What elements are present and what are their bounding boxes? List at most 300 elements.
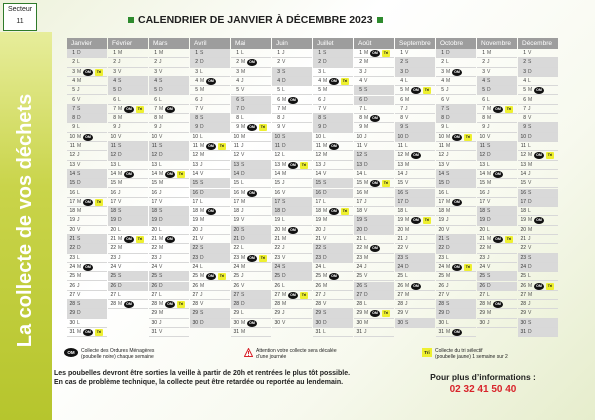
day-number: 7 [318, 105, 321, 112]
day-cell [108, 142, 148, 151]
day-number: 14 [233, 170, 239, 177]
day-cell [313, 123, 353, 132]
day-letter: J [364, 329, 367, 335]
day-cell [436, 244, 476, 253]
day-letter: V [405, 115, 409, 122]
day-number: 22 [69, 245, 75, 252]
day-number: 30 [438, 319, 444, 326]
tri-bin-icon: Tri [547, 283, 553, 288]
day-letter: J [159, 254, 162, 261]
day-cell [108, 207, 148, 216]
day-letter: M [241, 133, 246, 140]
day-cell [313, 179, 353, 188]
day-cell [190, 309, 230, 318]
day-letter: M [528, 87, 533, 94]
day-cell [518, 77, 558, 86]
day-number: 15 [438, 180, 444, 187]
day-letter: L [364, 170, 367, 177]
day-letter: L [241, 50, 244, 56]
day-cell [108, 105, 148, 114]
tri-bin-icon: Tri [96, 199, 102, 204]
day-number: 30 [315, 319, 321, 326]
day-number: 3 [236, 68, 239, 75]
day-letter: S [323, 50, 327, 56]
day-number: 28 [274, 301, 280, 308]
day-cell [149, 123, 189, 132]
day-number: 26 [438, 282, 444, 289]
om-bin-icon: OM [83, 199, 93, 206]
day-number: 18 [110, 208, 116, 215]
day-letter: S [241, 161, 245, 168]
day-letter: V [364, 77, 368, 84]
om-bin-icon: OM [288, 227, 298, 234]
day-letter: L [446, 254, 449, 261]
day-letter: D [446, 310, 450, 317]
day-number: 10 [192, 133, 198, 140]
day-cell [436, 179, 476, 188]
tri-bin-icon: Tri [260, 125, 266, 130]
day-cell [395, 207, 435, 216]
day-letter: M [241, 254, 246, 261]
day-cell [477, 198, 517, 207]
day-letter: V [241, 152, 245, 159]
day-letter: M [528, 226, 533, 233]
day-cell [149, 309, 189, 318]
day-number: 18 [69, 208, 75, 215]
day-number: 14 [315, 170, 321, 177]
day-number: 11 [274, 143, 280, 149]
day-number: 3 [318, 68, 321, 75]
day-cell [436, 86, 476, 95]
day-cell [313, 328, 353, 337]
day-cell [108, 96, 148, 105]
day-number: 25 [356, 273, 362, 280]
om-bin-icon: OM [329, 208, 339, 215]
day-number: 9 [359, 124, 362, 131]
day-number: 26 [274, 282, 280, 289]
day-number: 25 [438, 273, 444, 280]
day-cell [436, 170, 476, 179]
day-cell [108, 77, 148, 86]
day-letter: L [405, 77, 408, 84]
day-cell [108, 114, 148, 123]
om-bin-icon: OM [247, 124, 257, 131]
day-number: 12 [110, 152, 116, 159]
day-cell [436, 216, 476, 225]
day-number: 22 [520, 245, 526, 252]
day-number: 30 [397, 319, 403, 326]
day-letter: D [446, 115, 450, 122]
day-letter: M [159, 236, 164, 242]
day-cell [436, 58, 476, 67]
day-cell [108, 161, 148, 170]
day-number: 18 [438, 208, 444, 215]
day-number: 17 [520, 198, 526, 205]
day-letter: V [323, 236, 327, 242]
day-number: 20 [233, 226, 239, 233]
om-bin-icon: OM [247, 59, 257, 66]
day-number: 7 [359, 105, 362, 112]
day-number: 22 [233, 245, 239, 252]
day-number: 15 [110, 180, 116, 187]
day-number: 9 [154, 124, 157, 131]
day-cell [231, 235, 271, 244]
day-cell [395, 254, 435, 263]
day-cell [67, 49, 107, 58]
day-number: 5 [195, 87, 198, 94]
contact-phone[interactable]: 02 32 41 50 40 [449, 384, 517, 395]
day-cell [149, 86, 189, 95]
day-cell [231, 291, 271, 300]
day-cell [395, 300, 435, 309]
day-number: 25 [315, 273, 321, 280]
tri-bin-icon: Tri [383, 51, 389, 55]
day-letter: S [323, 115, 327, 122]
day-cell [477, 151, 517, 160]
calendar-grid [67, 38, 559, 344]
day-cell [477, 114, 517, 123]
tri-bin-icon: Tri [465, 134, 471, 139]
day-letter: S [323, 310, 327, 317]
day-letter: V [364, 273, 368, 280]
day-cell [354, 86, 394, 95]
day-number: 26 [192, 282, 198, 289]
day-cell [190, 263, 230, 272]
day-number: 4 [359, 77, 362, 84]
day-cell [190, 189, 230, 198]
day-number: 28 [315, 301, 321, 308]
month-header: Mars [149, 38, 189, 49]
day-letter: M [323, 217, 328, 224]
day-number: 13 [397, 161, 403, 168]
day-cell [67, 319, 107, 328]
day-number: 31 [438, 329, 444, 335]
day-number: 25 [233, 273, 239, 280]
day-cell [149, 272, 189, 281]
day-cell [190, 142, 230, 151]
day-cell [231, 319, 271, 328]
day-number: 23 [520, 254, 526, 261]
title-square-icon [128, 17, 134, 23]
day-cell [395, 49, 435, 58]
day-number: 6 [154, 96, 157, 103]
day-cell [108, 189, 148, 198]
day-letter: J [77, 217, 80, 224]
day-number: 28 [110, 301, 116, 308]
day-letter: M [159, 245, 164, 252]
day-cell [231, 179, 271, 188]
day-letter: D [323, 254, 327, 261]
day-letter: J [159, 59, 162, 66]
day-cell [518, 86, 558, 95]
day-cell [149, 58, 189, 67]
day-letter: D [77, 180, 81, 187]
day-letter: S [77, 301, 81, 308]
day-cell [149, 133, 189, 142]
day-cell [108, 226, 148, 235]
day-letter: L [200, 263, 203, 270]
day-number: 18 [356, 208, 362, 215]
sector-box [3, 3, 37, 31]
day-number: 8 [113, 115, 116, 122]
day-cell [67, 226, 107, 235]
day-number: 10 [438, 133, 444, 140]
day-letter: D [487, 87, 491, 94]
day-letter: D [241, 170, 245, 177]
day-letter: L [159, 291, 162, 298]
day-number: 20 [151, 226, 157, 233]
day-letter: D [77, 245, 81, 252]
day-number: 2 [482, 59, 485, 66]
day-letter: S [364, 87, 368, 94]
day-letter: J [323, 291, 326, 298]
day-cell [149, 263, 189, 272]
day-number: 22 [315, 245, 321, 252]
om-bin-icon: OM [452, 199, 462, 206]
day-cell [190, 170, 230, 179]
om-bin-icon: OM [329, 143, 339, 150]
day-letter: S [364, 282, 368, 289]
day-letter: S [487, 143, 491, 149]
day-number: 18 [315, 208, 321, 215]
day-cell [354, 49, 394, 58]
day-letter: D [487, 217, 491, 224]
day-number: 6 [523, 96, 526, 103]
day-number: 8 [400, 115, 403, 122]
day-cell [190, 235, 230, 244]
day-letter: M [528, 96, 533, 103]
day-cell [190, 319, 230, 328]
day-number: 21 [315, 236, 321, 242]
day-number: 12 [397, 152, 403, 159]
day-letter: S [282, 198, 286, 205]
day-letter: V [364, 143, 368, 149]
day-number: 30 [520, 319, 526, 326]
day-number: 18 [479, 208, 485, 215]
day-cell [518, 58, 558, 67]
day-cell [67, 105, 107, 114]
day-number: 14 [356, 170, 362, 177]
day-number: 13 [69, 161, 75, 168]
day-number: 3 [113, 68, 116, 75]
day-cell [395, 77, 435, 86]
day-cell [313, 114, 353, 123]
day-number: 28 [192, 301, 198, 308]
day-cell [518, 235, 558, 244]
day-cell [272, 254, 312, 263]
day-cell [149, 142, 189, 151]
day-number: 3 [195, 68, 198, 75]
day-number: 9 [72, 124, 75, 131]
om-bin-icon: OM [452, 134, 462, 141]
day-number: 4 [400, 77, 403, 84]
day-cell [354, 114, 394, 123]
day-cell [313, 235, 353, 244]
day-cell [518, 300, 558, 309]
day-letter: V [528, 115, 532, 122]
day-number: 3 [400, 68, 403, 75]
notice [54, 369, 384, 387]
day-cell [67, 161, 107, 170]
day-number: 2 [72, 59, 75, 66]
day-number: 31 [151, 329, 157, 335]
day-letter: D [405, 133, 409, 140]
contact-label: Pour plus d’informations : [430, 372, 536, 382]
day-letter: S [405, 254, 409, 261]
day-number: 11 [151, 143, 157, 149]
om-bin-icon: OM [411, 87, 421, 94]
day-letter: D [323, 319, 327, 326]
day-letter: D [282, 143, 286, 149]
day-letter: L [405, 143, 408, 149]
day-cell [108, 263, 148, 272]
day-cell [272, 96, 312, 105]
om-bin-icon: OM [83, 134, 93, 141]
day-number: 10 [110, 133, 116, 140]
day-cell [518, 319, 558, 328]
day-letter: J [200, 96, 203, 103]
day-letter: L [77, 59, 80, 66]
day-cell [149, 244, 189, 253]
day-letter: J [282, 115, 285, 122]
day-number: 11 [69, 143, 75, 149]
day-cell [108, 282, 148, 291]
day-cell [149, 319, 189, 328]
day-letter: S [405, 124, 409, 131]
day-number: 6 [400, 96, 403, 103]
day-cell [436, 142, 476, 151]
day-cell [67, 142, 107, 151]
day-number: 2 [113, 59, 116, 66]
day-letter: J [241, 143, 244, 149]
day-number: 28 [438, 301, 444, 308]
om-bin-icon: OM [247, 255, 257, 262]
day-letter: M [528, 282, 533, 289]
day-number: 9 [441, 124, 444, 131]
day-number: 3 [72, 68, 75, 75]
day-letter: D [77, 50, 81, 56]
day-number: 19 [315, 217, 321, 224]
day-cell [436, 235, 476, 244]
day-letter: M [77, 273, 82, 280]
day-number: 11 [192, 143, 198, 149]
day-number: 22 [356, 245, 362, 252]
day-number: 29 [520, 310, 526, 317]
day-cell [477, 179, 517, 188]
day-letter: L [528, 77, 531, 84]
day-cell [477, 170, 517, 179]
day-number: 9 [195, 124, 198, 131]
day-letter: L [323, 329, 326, 335]
day-number: 8 [72, 115, 75, 122]
day-letter: M [323, 282, 328, 289]
day-number: 7 [441, 105, 444, 112]
day-cell [67, 328, 107, 337]
day-letter: M [364, 50, 369, 56]
day-letter: M [159, 301, 164, 308]
day-letter: V [405, 180, 409, 187]
day-number: 1 [113, 50, 116, 56]
day-cell [477, 282, 517, 291]
month-header: Janvier [67, 38, 107, 49]
day-letter: M [528, 217, 533, 224]
day-cell [272, 244, 312, 253]
day-number: 29 [233, 310, 239, 317]
day-cell [67, 77, 107, 86]
day-letter: L [323, 133, 326, 140]
day-cell [190, 58, 230, 67]
day-number: 11 [438, 143, 444, 149]
day-number: 14 [479, 170, 485, 177]
day-number: 7 [236, 105, 239, 112]
day-cell [67, 86, 107, 95]
day-letter: M [241, 329, 246, 335]
day-letter: L [159, 226, 162, 233]
day-number: 19 [274, 217, 280, 224]
day-cell [354, 179, 394, 188]
day-number: 23 [233, 254, 239, 261]
day-letter: M [364, 189, 369, 196]
day-cell [67, 272, 107, 281]
day-letter: M [323, 87, 328, 94]
day-cell [190, 161, 230, 170]
day-cell [108, 58, 148, 67]
day-number: 1 [195, 50, 198, 56]
day-number: 8 [195, 115, 198, 122]
tri-bin-icon: Tri [137, 237, 143, 241]
day-number: 18 [233, 208, 239, 215]
day-cell [190, 198, 230, 207]
day-cell [108, 198, 148, 207]
day-cell [231, 189, 271, 198]
day-cell [354, 207, 394, 216]
day-number: 21 [438, 236, 444, 242]
day-letter: M [200, 208, 205, 215]
day-cell [190, 86, 230, 95]
day-letter: S [200, 50, 204, 56]
day-letter: D [200, 124, 204, 131]
month-header: Décembre [518, 38, 558, 49]
day-letter: M [118, 301, 123, 308]
day-cell [272, 49, 312, 58]
day-letter: V [159, 68, 163, 75]
day-letter: M [364, 59, 369, 66]
day-letter: M [446, 77, 451, 84]
day-letter: D [323, 189, 327, 196]
day-letter: V [446, 96, 450, 103]
day-number: 15 [479, 180, 485, 187]
day-cell [231, 77, 271, 86]
day-letter: L [77, 124, 80, 131]
day-number: 24 [233, 263, 239, 270]
day-number: 6 [441, 96, 444, 103]
day-letter: M [405, 226, 410, 233]
day-letter: S [77, 105, 81, 112]
day-number: 10 [479, 133, 485, 140]
day-cell [149, 226, 189, 235]
day-letter: M [159, 50, 164, 56]
day-number: 30 [69, 319, 75, 326]
day-cell [231, 226, 271, 235]
day-cell [190, 282, 230, 291]
day-number: 4 [195, 77, 198, 84]
month-header: Août [354, 38, 394, 49]
day-letter: V [528, 245, 532, 252]
day-cell [313, 216, 353, 225]
day-cell [272, 319, 312, 328]
day-letter: V [118, 133, 122, 140]
day-cell [149, 207, 189, 216]
